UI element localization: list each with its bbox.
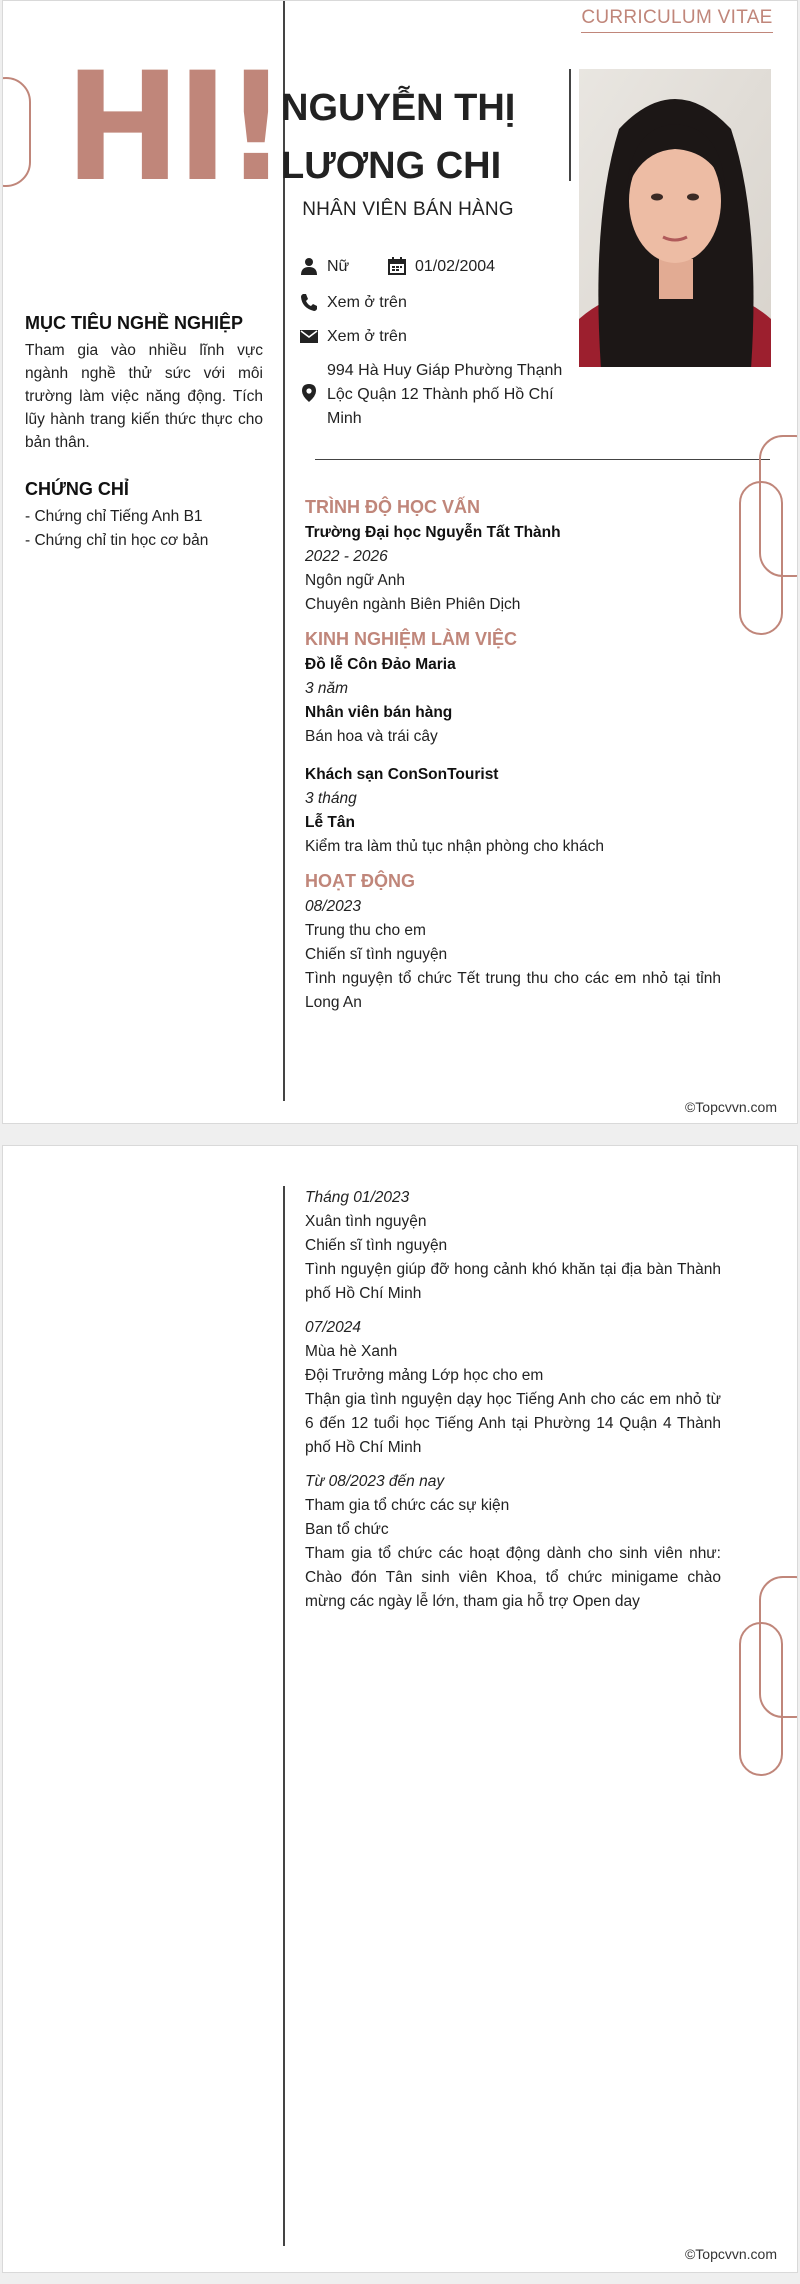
profile-photo [579, 69, 771, 367]
job-role: Nhân viên bán hàng [305, 704, 453, 721]
gender-value: Nữ [327, 258, 350, 275]
activity-role: Đội Trưởng mảng Lớp học cho em [305, 1367, 544, 1384]
email-value[interactable]: Xem ở trên [327, 328, 407, 345]
education-period: 2022 - 2026 [305, 548, 388, 565]
objective-text: Tham gia vào nhiều lĩnh vực ngành nghề thử sức với môi trường làm việc năng động. Tích lũy hành trang kiến thức thực cho bản thân. [25, 342, 263, 451]
phone-row [299, 291, 407, 315]
main-content [305, 495, 721, 1015]
activity-role: Chiến sĩ tình nguyện [305, 946, 448, 963]
phone-icon [299, 292, 319, 312]
cv-label: CURRICULUM VITAE [581, 7, 773, 33]
job-company: Đồ lễ Côn Đảo Maria [305, 656, 456, 673]
footer-watermark: ©Topcvvn.com [684, 2246, 777, 2262]
address-value: 994 Hà Huy Giáp Phường Thạnh Lộc Quận 12 Thành phố Hồ Chí Minh [327, 362, 563, 427]
job-role: Lễ Tân [305, 814, 355, 831]
address-row [299, 359, 567, 431]
activity-description: Thận gia tình nguyện dạy học Tiếng Anh cho các em nhỏ từ 6 đến 12 tuổi học Tiếng Anh tại Phường 14 Quận 4 Thành phố Hồ Chí Minh [305, 1391, 721, 1456]
certificates-title: CHỨNG CHỈ [25, 479, 129, 499]
decorative-frame [2, 77, 31, 187]
user-icon [299, 256, 319, 276]
divider-vertical [283, 1186, 285, 2246]
activity-date: Tháng 01/2023 [305, 1189, 410, 1206]
education-major: Ngôn ngữ Anh [305, 572, 406, 589]
cv-page-1 [2, 0, 798, 1124]
header-divider [315, 459, 770, 460]
email-icon [299, 326, 319, 346]
name-divider [569, 69, 571, 181]
education-title: TRÌNH ĐỘ HỌC VẤN [305, 497, 480, 517]
activity-name: Mùa hè Xanh [305, 1343, 398, 1360]
activity-date: 07/2024 [305, 1319, 362, 1336]
decorative-frame-right-inner [739, 481, 783, 635]
job-description: Bán hoa và trái cây [305, 728, 438, 745]
cv-page-2 [2, 1145, 798, 2273]
activity-name: Trung thu cho em [305, 922, 426, 939]
gender-row [299, 255, 349, 279]
candidate-name [281, 79, 571, 195]
dob-value: 01/02/2004 [415, 258, 496, 275]
activity-role: Ban tổ chức [305, 1521, 389, 1538]
footer-watermark: ©Topcvvn.com [684, 1099, 777, 1115]
school-name: Trường Đại học Nguyễn Tất Thành [305, 524, 561, 541]
education-specialization: Chuyên ngành Biên Phiên Dịch [305, 596, 521, 613]
name-line-2: LƯƠNG CHI [281, 145, 502, 187]
job-description: Kiểm tra làm thủ tục nhận phòng cho khách [305, 838, 604, 855]
activity-description: Tham gia tổ chức các hoạt động dành cho sinh viên như: Chào đón Tân sinh viên Khoa, tổ chức minigame chào mừng các ngày lễ lớn, tham gia hỗ trợ Open day [305, 1545, 721, 1610]
dob-row [387, 255, 495, 279]
activity-date: 08/2023 [305, 898, 362, 915]
activity-role: Chiến sĩ tình nguyện [305, 1237, 448, 1254]
activities-title: HOẠT ĐỘNG [305, 871, 415, 891]
experience-title: KINH NGHIỆM LÀM VIỆC [305, 629, 518, 649]
certificates-list [25, 505, 208, 553]
job-duration: 3 năm [305, 680, 349, 697]
activity-description: Tình nguyện giúp đỡ hong cảnh khó khăn tại địa bàn Thành phố Hồ Chí Minh [305, 1261, 721, 1302]
activity-name: Tham gia tổ chức các sự kiện [305, 1497, 510, 1514]
location-icon [299, 383, 319, 403]
objective-title: MỤC TIÊU NGHỀ NGHIỆP [25, 313, 244, 333]
email-row [299, 325, 407, 349]
activity-date: Từ 08/2023 đến nay [305, 1473, 445, 1490]
certificate-item: - Chứng chỉ tin học cơ bản [25, 532, 209, 549]
decorative-frame-right-inner [739, 1622, 783, 1776]
activity-name: Xuân tình nguyện [305, 1213, 427, 1230]
hi-heading: HI! [65, 41, 284, 215]
activity-description: Tình nguyện tổ chức Tết trung thu cho các em nhỏ tại tỉnh Long An [305, 970, 721, 1011]
phone-value[interactable]: Xem ở trên [327, 294, 407, 311]
name-line-1: NGUYỄN THỊ [281, 87, 516, 129]
activities-continued [305, 1186, 721, 1614]
job-title: NHÂN VIÊN BÁN HÀNG [302, 199, 514, 220]
calendar-icon [387, 256, 407, 276]
job-duration: 3 tháng [305, 790, 357, 807]
certificate-item: - Chứng chỉ Tiếng Anh B1 [25, 508, 203, 525]
job-company: Khách sạn ConSonTourist [305, 766, 499, 783]
